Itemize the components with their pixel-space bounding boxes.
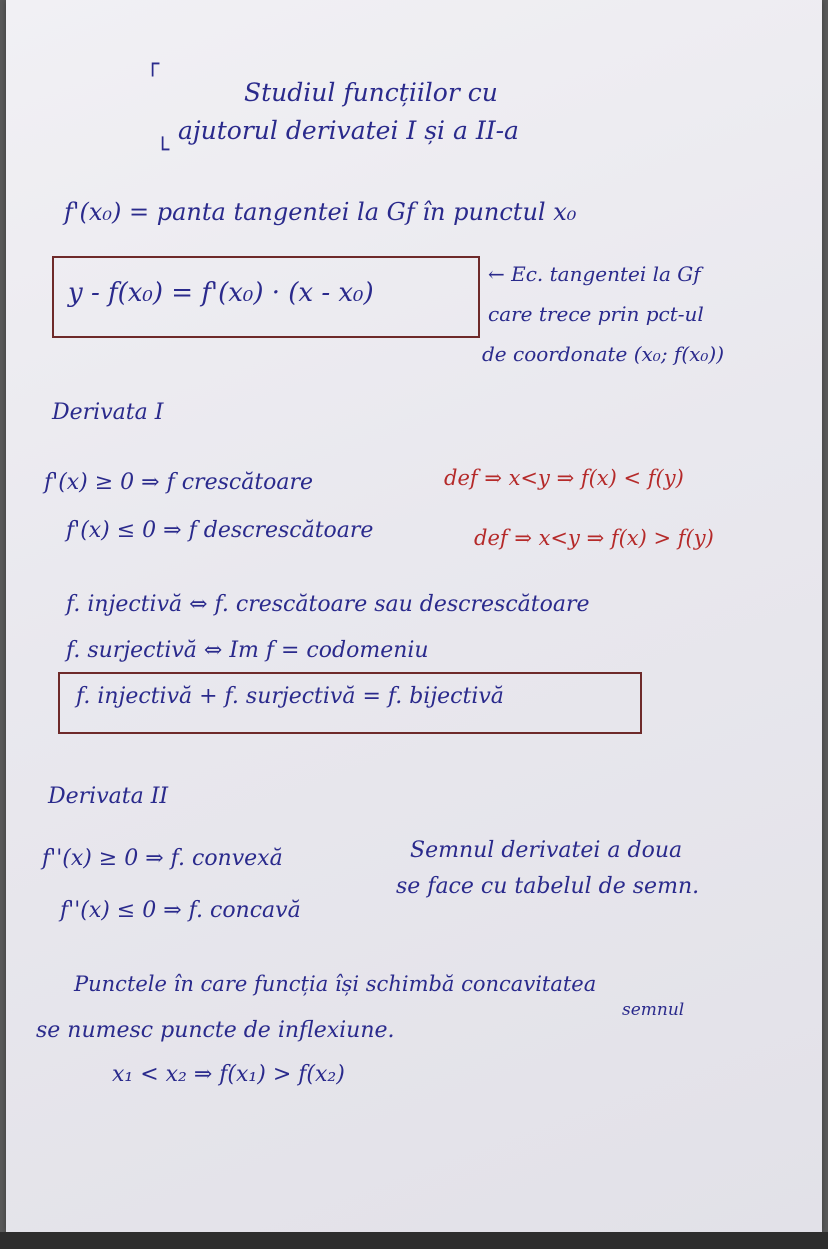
sign-note-1: Semnul derivatei a doua — [410, 838, 683, 863]
tangent-note-3: de coordonate (x₀; f(x₀)) — [482, 342, 725, 366]
tangent-slope-line: f'(x₀) = panta tangentei la Gf în punctul x₀ — [64, 198, 577, 226]
corner-mark: ┌ — [146, 52, 160, 77]
second-derivative-heading: Derivata II — [48, 784, 169, 809]
increasing-rule: f'(x) ≥ 0 ⇒ f crescătoare — [44, 470, 314, 495]
corner-mark: └ — [156, 138, 170, 163]
sign-note-2: se face cu tabelul de semn. — [396, 874, 700, 899]
decreasing-definition: def ⇒ x<y ⇒ f(x) > f(y) — [474, 526, 714, 550]
tangent-formula: y - f(x₀) = f'(x₀) · (x - x₀) — [68, 278, 374, 308]
final-inequality: x₁ < x₂ ⇒ f(x₁) > f(x₂) — [112, 1062, 345, 1087]
decreasing-rule: f'(x) ≤ 0 ⇒ f descrescătoare — [66, 518, 374, 543]
first-derivative-heading: Derivata I — [52, 400, 164, 425]
increasing-definition: def ⇒ x<y ⇒ f(x) < f(y) — [444, 466, 684, 490]
title-line-1: Studiul funcțiilor cu — [244, 78, 498, 107]
injective-rule: f. injectivă ⇔ f. crescătoare sau descrescătoare — [66, 592, 590, 617]
inflection-line-2: se numesc puncte de inflexiune. — [36, 1018, 395, 1043]
desk-surface — [0, 1232, 828, 1249]
surjective-rule: f. surjectivă ⇔ Im f = codomeniu — [66, 638, 429, 663]
concave-rule: f''(x) ≤ 0 ⇒ f. concavă — [60, 898, 301, 923]
bijective-rule: f. injectivă + f. surjectivă = f. bijectivă — [76, 684, 504, 709]
tangent-note-1: ← Ec. tangentei la Gf — [488, 262, 701, 286]
inflection-line-1: Punctele în care funcția își schimbă concavitatea — [74, 972, 597, 996]
tangent-note-2: care trece prin pct-ul — [488, 302, 704, 326]
inflection-semnul: semnul — [622, 1000, 685, 1020]
title-line-2: ajutorul derivatei I și a II-a — [178, 116, 519, 145]
notebook-page — [6, 0, 822, 1232]
convex-rule: f''(x) ≥ 0 ⇒ f. convexă — [42, 846, 283, 871]
